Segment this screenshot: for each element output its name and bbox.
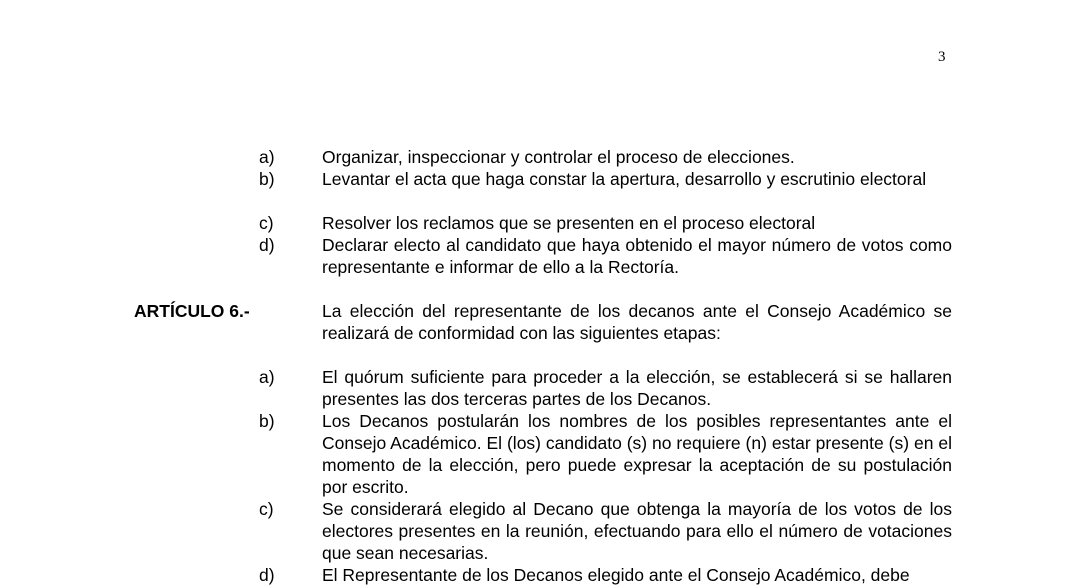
- list-item-text: Levantar el acta que haga constar la apertura, desarrollo y escrutinio electoral: [322, 169, 927, 189]
- list-item-text: El Representante de los Decanos elegido ante el Consejo Académico, debe: [322, 565, 910, 585]
- list-item-text: Se considerará elegido al Decano que obtenga la mayoría de los votos de los electores presentes en la reunión, efectuando para ello el número de votaciones que sean necesarias.: [322, 499, 952, 563]
- list-item-letter: c): [259, 499, 274, 519]
- list-item-letter: b): [259, 169, 275, 189]
- article-intro: La elección del representante de los decanos ante el Consejo Académico se realizará de conformidad con las siguientes etapas:: [322, 301, 952, 343]
- list-item-text: Los Decanos postularán los nombres de los posibles representantes ante el Consejo Académico. El (los) candidato (s) no requiere (n) estar presente (s) en el momento de la elección, pero puede expresar la aceptación de su postulación por escrito.: [322, 411, 952, 497]
- article-heading: ARTÍCULO 6.-: [134, 301, 250, 321]
- list-item-text: Resolver los reclamos que se presenten en el proceso electoral: [322, 213, 816, 233]
- list-item-letter: a): [259, 367, 275, 387]
- list-item-letter: a): [259, 147, 275, 167]
- list-item-letter: b): [259, 411, 275, 431]
- list-item-text: El quórum suficiente para proceder a la elección, se establecerá si se hallaren presentes las dos terceras partes de los Decanos.: [322, 367, 952, 409]
- list-item-text: Declarar electo al candidato que haya obtenido el mayor número de votos como representante e informar de ello a la Rectoría.: [322, 235, 952, 277]
- list-item-letter: d): [259, 235, 275, 255]
- page-number: 3: [938, 49, 946, 65]
- list-item-text: Organizar, inspeccionar y controlar el proceso de elecciones.: [322, 147, 795, 167]
- list-item-letter: d): [259, 565, 275, 585]
- list-item-letter: c): [259, 213, 274, 233]
